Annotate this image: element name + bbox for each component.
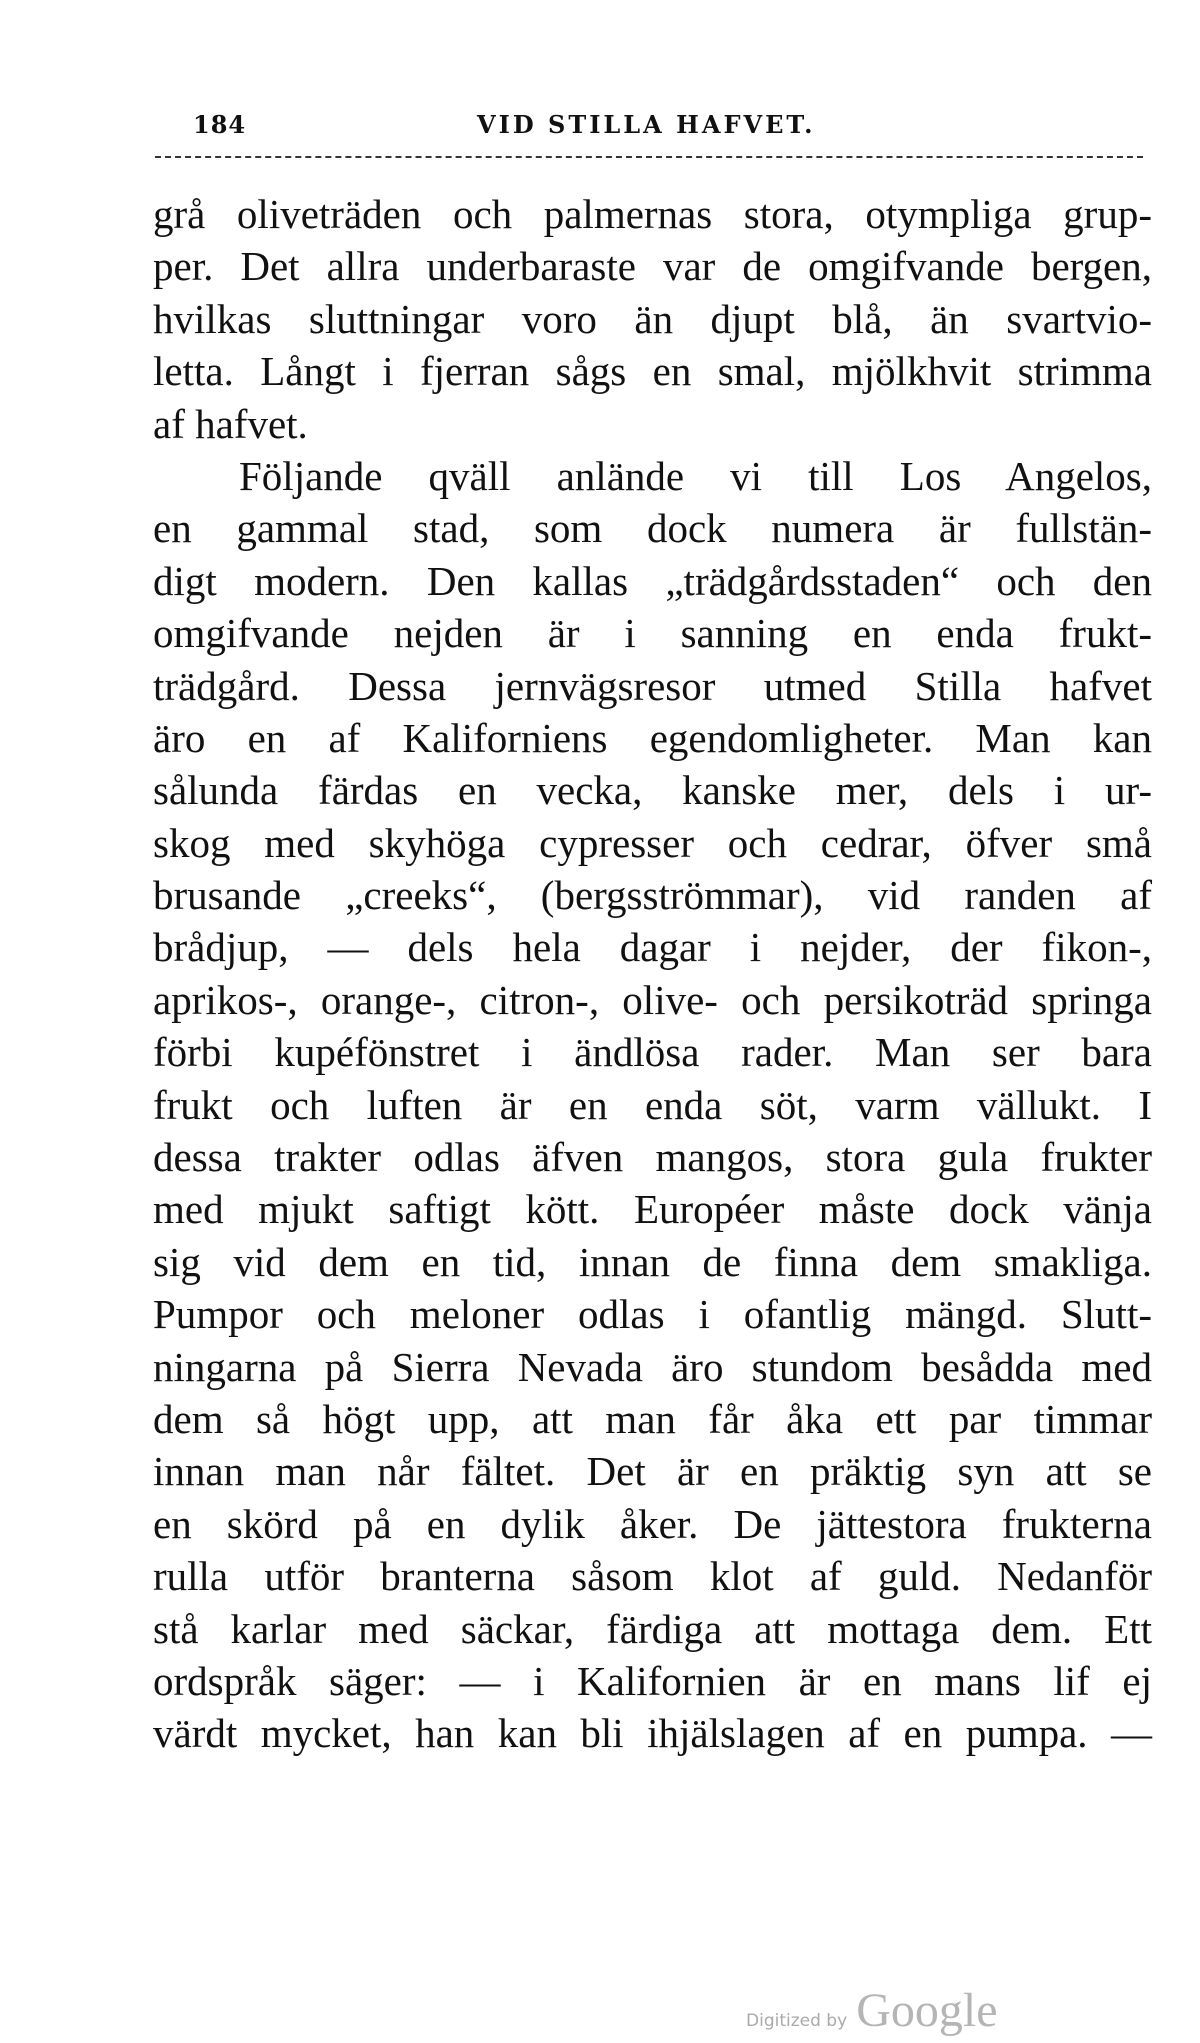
text-line: trädgård. Dessa jernvägsresor utmed Stilla hafvet (153, 662, 1152, 709)
page-number: 184 (193, 110, 247, 139)
header-rule (155, 156, 1143, 158)
digitized-watermark (746, 1983, 998, 2037)
text-line: förbi kupéfönstret i ändlösa rader. Man ser bara (153, 1029, 1152, 1076)
running-head (155, 110, 1155, 146)
text-line: grå oliveträden och palmernas stora, otympliga grup- (153, 191, 1152, 237)
text-line: Följande qväll anlände vi till Los Angelos, (239, 452, 1152, 499)
running-title: VID STILLA HAFVET. (477, 110, 816, 139)
watermark-prefix: Digitized by (746, 2011, 848, 2031)
text-line: skog med skyhöga cypresser och cedrar, öfver små (153, 819, 1152, 866)
text-line: innan man når fältet. Det är en präktig syn att se (153, 1448, 1152, 1495)
text-line: dessa trakter odlas äfven mangos, stora gula frukter (153, 1134, 1152, 1181)
text-line: frukt och luften är en enda söt, varm vällukt. I (153, 1081, 1152, 1128)
text-line: stå karlar med säckar, färdiga att mottaga dem. Ett (153, 1605, 1152, 1652)
text-line: aprikos-, orange-, citron-, olive- och persikoträd springa (153, 976, 1152, 1023)
google-logo: Google (856, 1984, 998, 2037)
text-line: dem så högt upp, att man får åka ett par timmar (153, 1395, 1152, 1442)
text-line: sig vid dem en tid, innan de finna dem smakliga. (153, 1238, 1152, 1285)
text-line: med mjukt saftigt kött. Européer måste dock vänja (153, 1186, 1152, 1233)
body-text (153, 188, 1152, 1760)
text-line: sålunda färdas en vecka, kanske mer, dels i ur- (153, 767, 1152, 814)
text-line: rulla utför branterna såsom klot af guld. Nedanför (153, 1553, 1152, 1600)
text-line: äro en af Kaliforniens egendomligheter. Man kan (153, 714, 1152, 761)
text-line: en skörd på en dylik åker. De jättestora frukterna (153, 1500, 1152, 1547)
text-line: digt modern. Den kallas „trädgårdsstaden“ och den (153, 557, 1152, 604)
text-line: Pumpor och meloner odlas i ofantlig mängd. Slutt- (153, 1291, 1152, 1338)
text-line: per. Det allra underbaraste var de omgifvande bergen, (153, 243, 1152, 290)
text-line: ordspråk säger: — i Kalifornien är en mans lif ej (153, 1657, 1152, 1704)
text-line: en gammal stad, som dock numera är fullstän- (153, 505, 1152, 552)
text-line: ningarna på Sierra Nevada äro stundom besådda med (153, 1343, 1152, 1390)
text-line: hvilkas sluttningar voro än djupt blå, än svartvio- (153, 295, 1152, 342)
text-line: värdt mycket, han kan bli ihjälslagen af en pumpa. — (153, 1710, 1152, 1757)
text-line: af hafvet. (153, 400, 308, 447)
text-line: omgifvande nejden är i sanning en enda frukt- (153, 610, 1152, 657)
text-line: letta. Långt i fjerran sågs en smal, mjölkhvit strimma (153, 348, 1152, 395)
text-line: brådjup, — dels hela dagar i nejder, der fikon-, (153, 924, 1152, 971)
text-line: brusande „creeks“, (bergsströmmar), vid randen af (153, 872, 1152, 919)
